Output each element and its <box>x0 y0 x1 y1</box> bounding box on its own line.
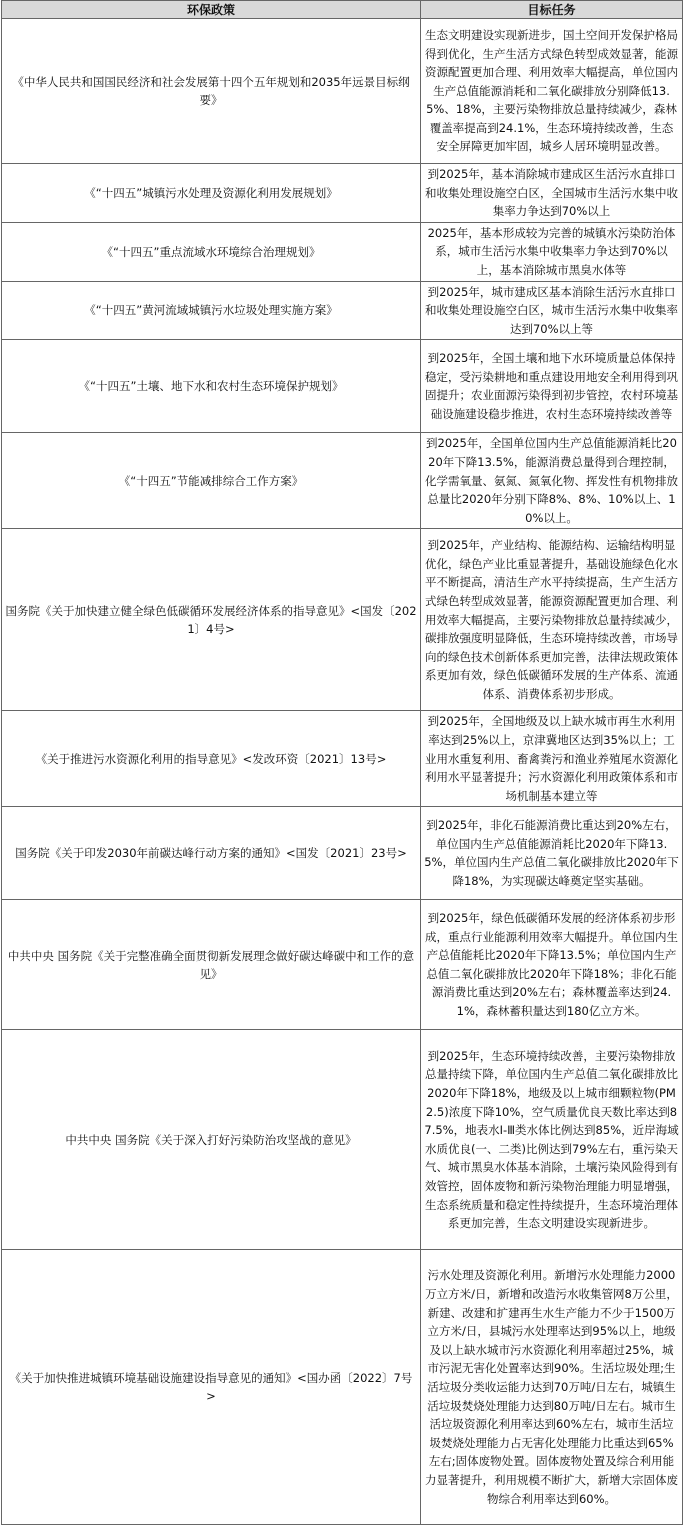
policy-cell: 国务院《关于印发2030年前碳达峰行动方案的通知》<国发〔2021〕23号> <box>2 807 421 900</box>
policy-cell: 《“十四五”土壤、地下水和农村生态环境保护规划》 <box>2 340 421 433</box>
target-cell: 到2025年，绿色低碳循环发展的经济体系初步形成，重点行业能源利用效率大幅提升。单位国内生产总值能耗比2020年下降13.5%；单位国内生产总值二氧化碳排放比2020年下降18%；非化石能源消费比重达到20%左右；森林覆盖率达到24.1%，森林蓄积量达到180亿立方米。 <box>421 900 683 1030</box>
target-cell: 到2025年，全国地级及以上缺水城市再生水利用率达到25%以上，京津冀地区达到35%以上；工业用水重复利用、畜禽粪污和渔业养殖尾水资源化利用水平显著提升；污水资源化利用政策体系和市场机制基本建立等 <box>421 711 683 807</box>
table-row <box>2 1030 683 1250</box>
header-policy: 环保政策 <box>2 1 421 19</box>
policy-cell: 《中华人民共和国国民经济和社会发展第十四个五年规划和2035年远景目标纲要》 <box>2 19 421 164</box>
target-cell: 污水处理及资源化利用。新增污水处理能力2000万立方米/日，新增和改造污水收集管网8万公里，新建、改建和扩建再生水生产能力不少于1500万立方米/日，县城污水处理率达到95%以上，地级及以上缺水城市污水资源化利用率超过25%，城市污泥无害化处置率达到90%。生活垃圾处理;生活垃圾分类收运能力达到70万吨/日左右，城镇生活垃圾焚烧处理能力达到80万吨/日左右。城市生活垃圾资源化利用率达到60%左右，城市生活垃圾焚烧处理能力占无害化处理能力比重达到65%左右;固体废物处置。固体废物处置及综合利用能力显著提升，利用规模不断扩大，新增大宗固体废物综合利用率达到60%。 <box>421 1250 683 1525</box>
policy-cell: 《“十四五”城镇污水处理及资源化利用发展规划》 <box>2 164 421 223</box>
policy-cell: 国务院《关于加快建立健全绿色低碳循环发展经济体系的指导意见》<国发〔2021〕4号> <box>2 529 421 711</box>
target-cell: 到2025年，全国单位国内生产总值能源消耗比2020年下降13.5%，能源消费总量得到合理控制，化学需氧量、氨氮、氮氧化物、挥发性有机物排放总量比2020年分别下降8%、8%、10%以上、10%以上。 <box>421 433 683 529</box>
table-header-row <box>2 1 683 19</box>
target-cell: 到2025年，产业结构、能源结构、运输结构明显优化，绿色产业比重显著提升，基础设施绿色化水平不断提高，清洁生产水平持续提高，生产生活方式绿色转型成效显著，能源资源配置更加合理、利用效率大幅提高，主要污染物排放总量持续减少，碳排放强度明显降低，生态环境持续改善，市场导向的绿色技术创新体系更加完善，法律法规政策体系更加有效，绿色低碳循环发展的生产体系、流通体系、消费体系初步形成。 <box>421 529 683 711</box>
target-cell: 到2025年，全国土壤和地下水环境质量总体保持稳定，受污染耕地和重点建设用地安全利用得到巩固提升；农业面源污染得到初步管控，农村环境基础设施建设稳步推进，农村生态环境持续改善等 <box>421 340 683 433</box>
target-cell: 生态文明建设实现新进步，国土空间开发保护格局得到优化，生产生活方式绿色转型成效显著，能源资源配置更加合理、利用效率大幅提高，单位国内生产总值能源消耗和二氧化碳排放分别降低13.5%、18%，主要污染物排放总量持续减少，森林覆盖率提高到24.1%，生态环境持续改善，生态安全屏障更加牢固，城乡人居环境明显改善。 <box>421 19 683 164</box>
target-cell: 2025年，基本形成较为完善的城镇水污染防治体系，城市生活污水集中收集率力争达到70%以上，基本消除城市黑臭水体等 <box>421 222 683 281</box>
policy-cell: 《“十四五”节能减排综合工作方案》 <box>2 433 421 529</box>
policy-cell: 《关于推进污水资源化利用的指导意见》<发改环资〔2021〕13号> <box>2 711 421 807</box>
table-row <box>2 807 683 900</box>
target-cell: 到2025年，生态环境持续改善，主要污染物排放总量持续下降，单位国内生产总值二氧化碳排放比2020年下降18%，地级及以上城市细颗粒物(PM2.5)浓度下降10%，空气质量优良天数比率达到87.5%，地表水Ⅰ-Ⅲ类水体比例达到85%，近岸海域水质优良(一、二类)比例达到79%左右，重污染天气、城市黑臭水体基本消除，土壤污染风险得到有效管控，固体废物和新污染物治理能力明显增强，生态系统质量和稳定性持续提升，生态环境治理体系更加完善，生态文明建设实现新进步。 <box>421 1030 683 1250</box>
table-row <box>2 711 683 807</box>
policy-cell: 《“十四五”黄河流域城镇污水垃圾处理实施方案》 <box>2 281 421 340</box>
table-row <box>2 529 683 711</box>
target-cell: 到2025年，非化石能源消费比重达到20%左右，单位国内生产总值能源消耗比2020年下降13.5%，单位国内生产总值二氧化碳排放比2020年下降18%，为实现碳达峰奠定坚实基础。 <box>421 807 683 900</box>
policy-cell: 中共中央 国务院《关于深入打好污染防治攻坚战的意见》 <box>2 1030 421 1250</box>
table-row <box>2 340 683 433</box>
table-row <box>2 222 683 281</box>
table-row <box>2 1250 683 1525</box>
table-row <box>2 281 683 340</box>
policy-cell: 《关于加快推进城镇环境基础设施建设指导意见的通知》<国办函〔2022〕7号> <box>2 1250 421 1525</box>
table-row <box>2 433 683 529</box>
target-cell: 到2025年，城市建成区基本消除生活污水直排口和收集处理设施空白区，城市生活污水集中收集率达到70%以上等 <box>421 281 683 340</box>
policy-cell: 中共中央 国务院《关于完整准确全面贯彻新发展理念做好碳达峰碳中和工作的意见》 <box>2 900 421 1030</box>
policy-cell: 《“十四五”重点流域水环境综合治理规划》 <box>2 222 421 281</box>
policy-table <box>1 0 683 1525</box>
table-row <box>2 19 683 164</box>
header-target: 目标任务 <box>421 1 683 19</box>
target-cell: 到2025年，基本消除城市建成区生活污水直排口和收集处理设施空白区，全国城市生活污水集中收集率力争达到70%以上 <box>421 164 683 223</box>
table-row <box>2 900 683 1030</box>
table-row <box>2 164 683 223</box>
